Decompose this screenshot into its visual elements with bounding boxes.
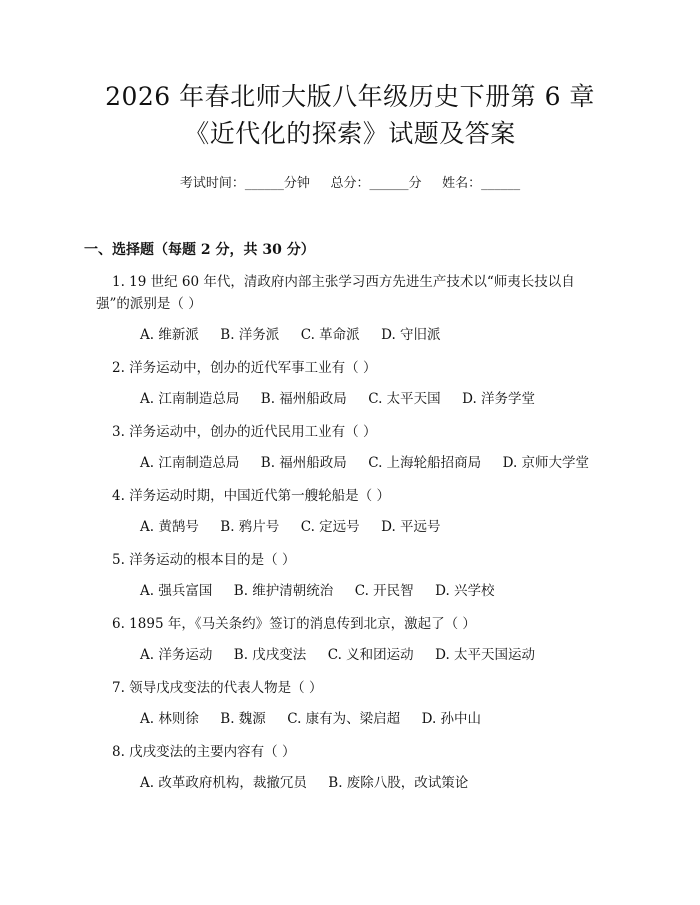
question-options: A. 江南制造总局 B. 福州船政局 C. 上海轮船招商局 D. 京师大学堂 <box>140 455 590 471</box>
title-line-1: 2026 年春北师大版八年级历史下册第 6 章 <box>105 82 595 111</box>
question-stem: 5. 洋务运动的根本目的是（ ） <box>112 552 296 568</box>
exam-info: 考试时间：______分钟 总分：______分 姓名：______ <box>179 176 521 191</box>
question-stem: 8. 戊戌变法的主要内容有（ ） <box>112 744 296 760</box>
question-options: A. 林则徐 B. 魏源 C. 康有为、梁启超 D. 孙中山 <box>140 711 482 727</box>
question-stem: 7. 领导戊戌变法的代表人物是（ ） <box>112 680 323 696</box>
question-options: A. 洋务运动 B. 戊戌变法 C. 义和团运动 D. 太平天国运动 <box>140 647 536 663</box>
question-options: A. 黄鹄号 B. 鸦片号 C. 定远号 D. 平远号 <box>140 519 441 535</box>
page-title <box>96 78 604 152</box>
question-stem: 2. 洋务运动中，创办的近代军事工业有（ ） <box>112 360 377 376</box>
title-line-2: 《近代化的探索》试题及答案 <box>184 119 516 148</box>
question-stem: 1. 19 世纪 60 年代，清政府内部主张学习西方先进生产技术以“师夷长技以自强”的派别是（ ） <box>96 274 575 312</box>
question-stem: 4. 洋务运动时期，中国近代第一艘轮船是（ ） <box>112 488 390 504</box>
question-list <box>84 239 604 794</box>
question-options: A. 维新派 B. 洋务派 C. 革命派 D. 守旧派 <box>140 327 441 343</box>
question-options: A. 江南制造总局 B. 福州船政局 C. 太平天国 D. 洋务学堂 <box>140 391 536 407</box>
question-options: A. 改革政府机构，裁撤冗员 B. 废除八股，改试策论 <box>140 775 469 791</box>
section-heading: 一、选择题（每题 2 分，共 30 分） <box>84 242 315 258</box>
question-stem: 6. 1895 年，《马关条约》签订的消息传到北京，激起了（ ） <box>112 616 476 632</box>
question-stem: 3. 洋务运动中，创办的近代民用工业有（ ） <box>112 424 377 440</box>
question-options: A. 强兵富国 B. 维护清朝统治 C. 开民智 D. 兴学校 <box>140 583 495 599</box>
